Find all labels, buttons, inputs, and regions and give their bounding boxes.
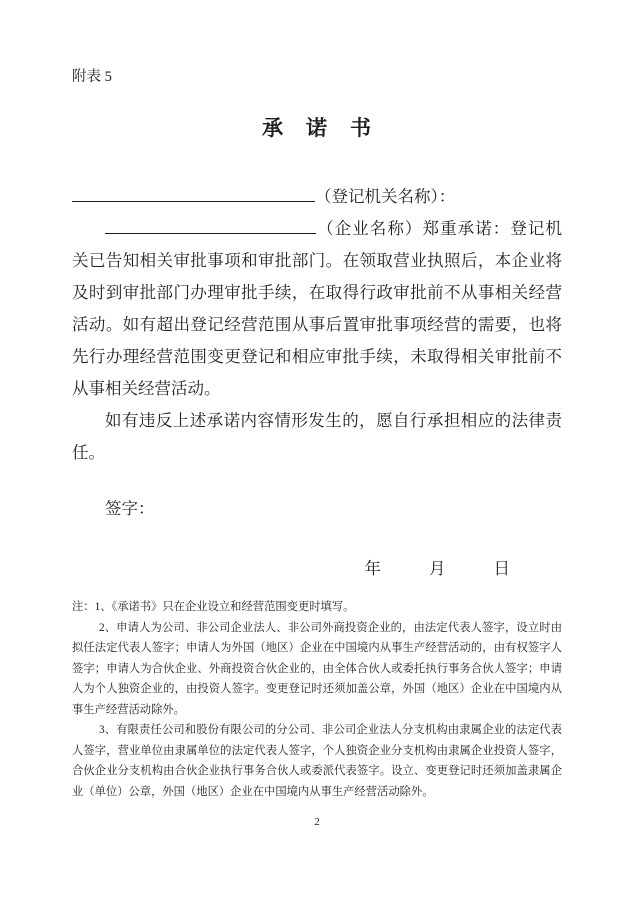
enterprise-name-blank-field[interactable] xyxy=(105,217,316,235)
note-item-2: 2、申请人为公司、非公司企业法人、非公司外商投资企业的，由法定代表人签字，设立时由拟任法定代表人签字；申请人为外国（地区）企业在中国境内从事生产经营活动的，由有权签字人签字；申请人为合伙企业、外商投资合伙企业的，由全体合伙人或委托执行事务合伙人签字；申请人为个人独资企业的，由投资人签字。变更登记时还须加盖公章，外国（地区）企业在中国境内从事生产经营活动除外。 xyxy=(72,621,562,716)
note-item-3: 3、有限责任公司和股份有限公司的分公司、非公司企业法人分支机构由隶属企业的法定代表人签字，营业单位由隶属单位的法定代表人签字，个人独资企业分支机构由隶属企业投资人签字，合伙企业分支机构由合伙企业执行事务合伙人或委派代表签字。设立、变更登记时还须加盖隶属企业（单位）公章，外国（地区）企业在中国境内从事生产经营活动除外。 xyxy=(72,724,562,798)
attachment-label: 附表 5 xyxy=(72,69,112,85)
commitment-paragraph xyxy=(72,213,562,405)
page-number: 2 xyxy=(314,816,320,828)
registry-authority-blank-field[interactable] xyxy=(72,185,315,203)
notes-prefix: 注： xyxy=(72,601,95,613)
day-label: 日 xyxy=(493,559,510,578)
liability-paragraph: 如有违反上述承诺内容情形发生的，愿自行承担相应的法律责任。 xyxy=(72,411,562,462)
registry-authority-label: （登记机关名称）： xyxy=(315,187,456,206)
commitment-body-text: 登记机关已告知相关审批事项和审批部门。在领取营业执照后，本企业将及时到审批部门办理审批手续，在取得行政审批前不从事相关经营活动。如有超出登记经营范围从事后置审批事项经营的需要，也将先行办理经营范围变更登记和相应审批手续，未取得相关审批前不从事相关经营活动。 xyxy=(72,219,563,398)
year-label: 年 xyxy=(364,559,381,578)
notes-section xyxy=(72,597,562,802)
document-title: 承 诺 书 xyxy=(262,116,372,140)
month-label: 月 xyxy=(429,559,446,578)
registry-authority-line xyxy=(72,180,562,213)
note-1-text: 1、《承诺书》只在企业设立和经营范围变更时填写。 xyxy=(94,601,355,613)
note-item-1 xyxy=(72,597,562,618)
signature-label: 签字： xyxy=(105,499,155,518)
enterprise-name-label: （企业名称）郑重承诺： xyxy=(316,219,511,238)
date-line xyxy=(72,553,562,585)
